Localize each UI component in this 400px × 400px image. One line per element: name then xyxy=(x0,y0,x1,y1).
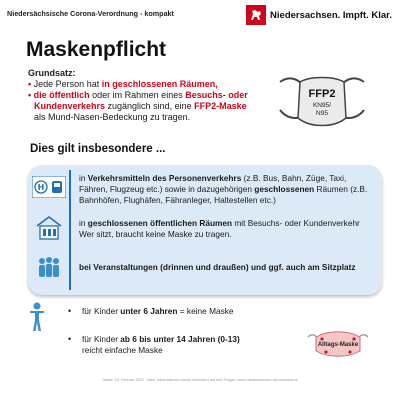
child-figure-icon xyxy=(30,302,44,332)
grundsatz-line-4: als Mund-Nasen-Bedeckung zu tragen. xyxy=(34,112,191,122)
grundsatz-line-1: • Jede Person hat in geschlossenen Räumen, xyxy=(28,79,218,89)
mask-label: FFP2 xyxy=(308,88,336,100)
info-box-divider xyxy=(69,170,71,290)
building-icon xyxy=(34,214,64,240)
alltags-maske-label: Alltags-Maske xyxy=(317,342,359,348)
list-item-public-rooms: in geschlossenen öffentlichen Räumen mit Besuchs- oder Kundenverkehr Wer sitzt, braucht keine Maske zu tragen. xyxy=(79,218,360,239)
section-heading: Dies gilt insbesondere ... xyxy=(30,143,166,155)
list-item-transport: in Verkehrsmitteln des Personenverkehrs (z.B. Bus, Bahn, Züge, Taxi, Fähren, Flugzeug etc.) sowie in dazugehörigen geschlossenen Räumen (z.B. Bahnhöfen, Flughäfen, Fähranleger, Haltestellen etc.) xyxy=(79,173,368,205)
logo xyxy=(246,5,392,25)
header-title: Niedersächsische Corona-Verordnung - kompakt xyxy=(7,9,174,18)
list-item-events: bei Veranstaltungen (drinnen und draußen) und ggf. auch am Sitzplatz xyxy=(79,262,356,272)
kids-rule-6-to-13: für Kinder ab 6 bis unter 14 Jahren (0-13) reicht einfache Maske xyxy=(82,334,240,355)
crowd-icon xyxy=(34,255,64,281)
page-title: Maskenpflicht xyxy=(26,38,167,61)
mask-sub-2: N95 xyxy=(316,110,328,117)
grundsatz-label: Grundsatz: xyxy=(28,68,76,78)
ffp2-mask-icon xyxy=(276,72,368,132)
grundsatz-line-3: Kundenverkehrs zugänglich sind, eine FFP2-Maske xyxy=(34,101,247,111)
logo-text: Niedersachsen. Impft. Klar. xyxy=(270,9,392,21)
grundsatz-block xyxy=(28,68,298,123)
header-band xyxy=(0,0,400,30)
footer: Stand: 24. Februar 2022 · Mehr Informationen sowie Antworten auf Ihre Fragen: www.niedersachsen.de/coronavirus xyxy=(102,378,298,382)
kids-rule-under-6: für Kinder unter 6 Jahren = keine Maske xyxy=(82,306,234,316)
grundsatz-line-2: • die öffentlich oder im Rahmen eines Besuchs- oder xyxy=(28,90,248,100)
mask-sub-1: KN95/ xyxy=(312,102,332,109)
svg-text:H: H xyxy=(37,183,45,192)
niedersachsen-horse-logo-icon xyxy=(246,5,266,25)
transport-icon xyxy=(32,176,66,198)
alltags-maske-icon xyxy=(306,327,370,359)
